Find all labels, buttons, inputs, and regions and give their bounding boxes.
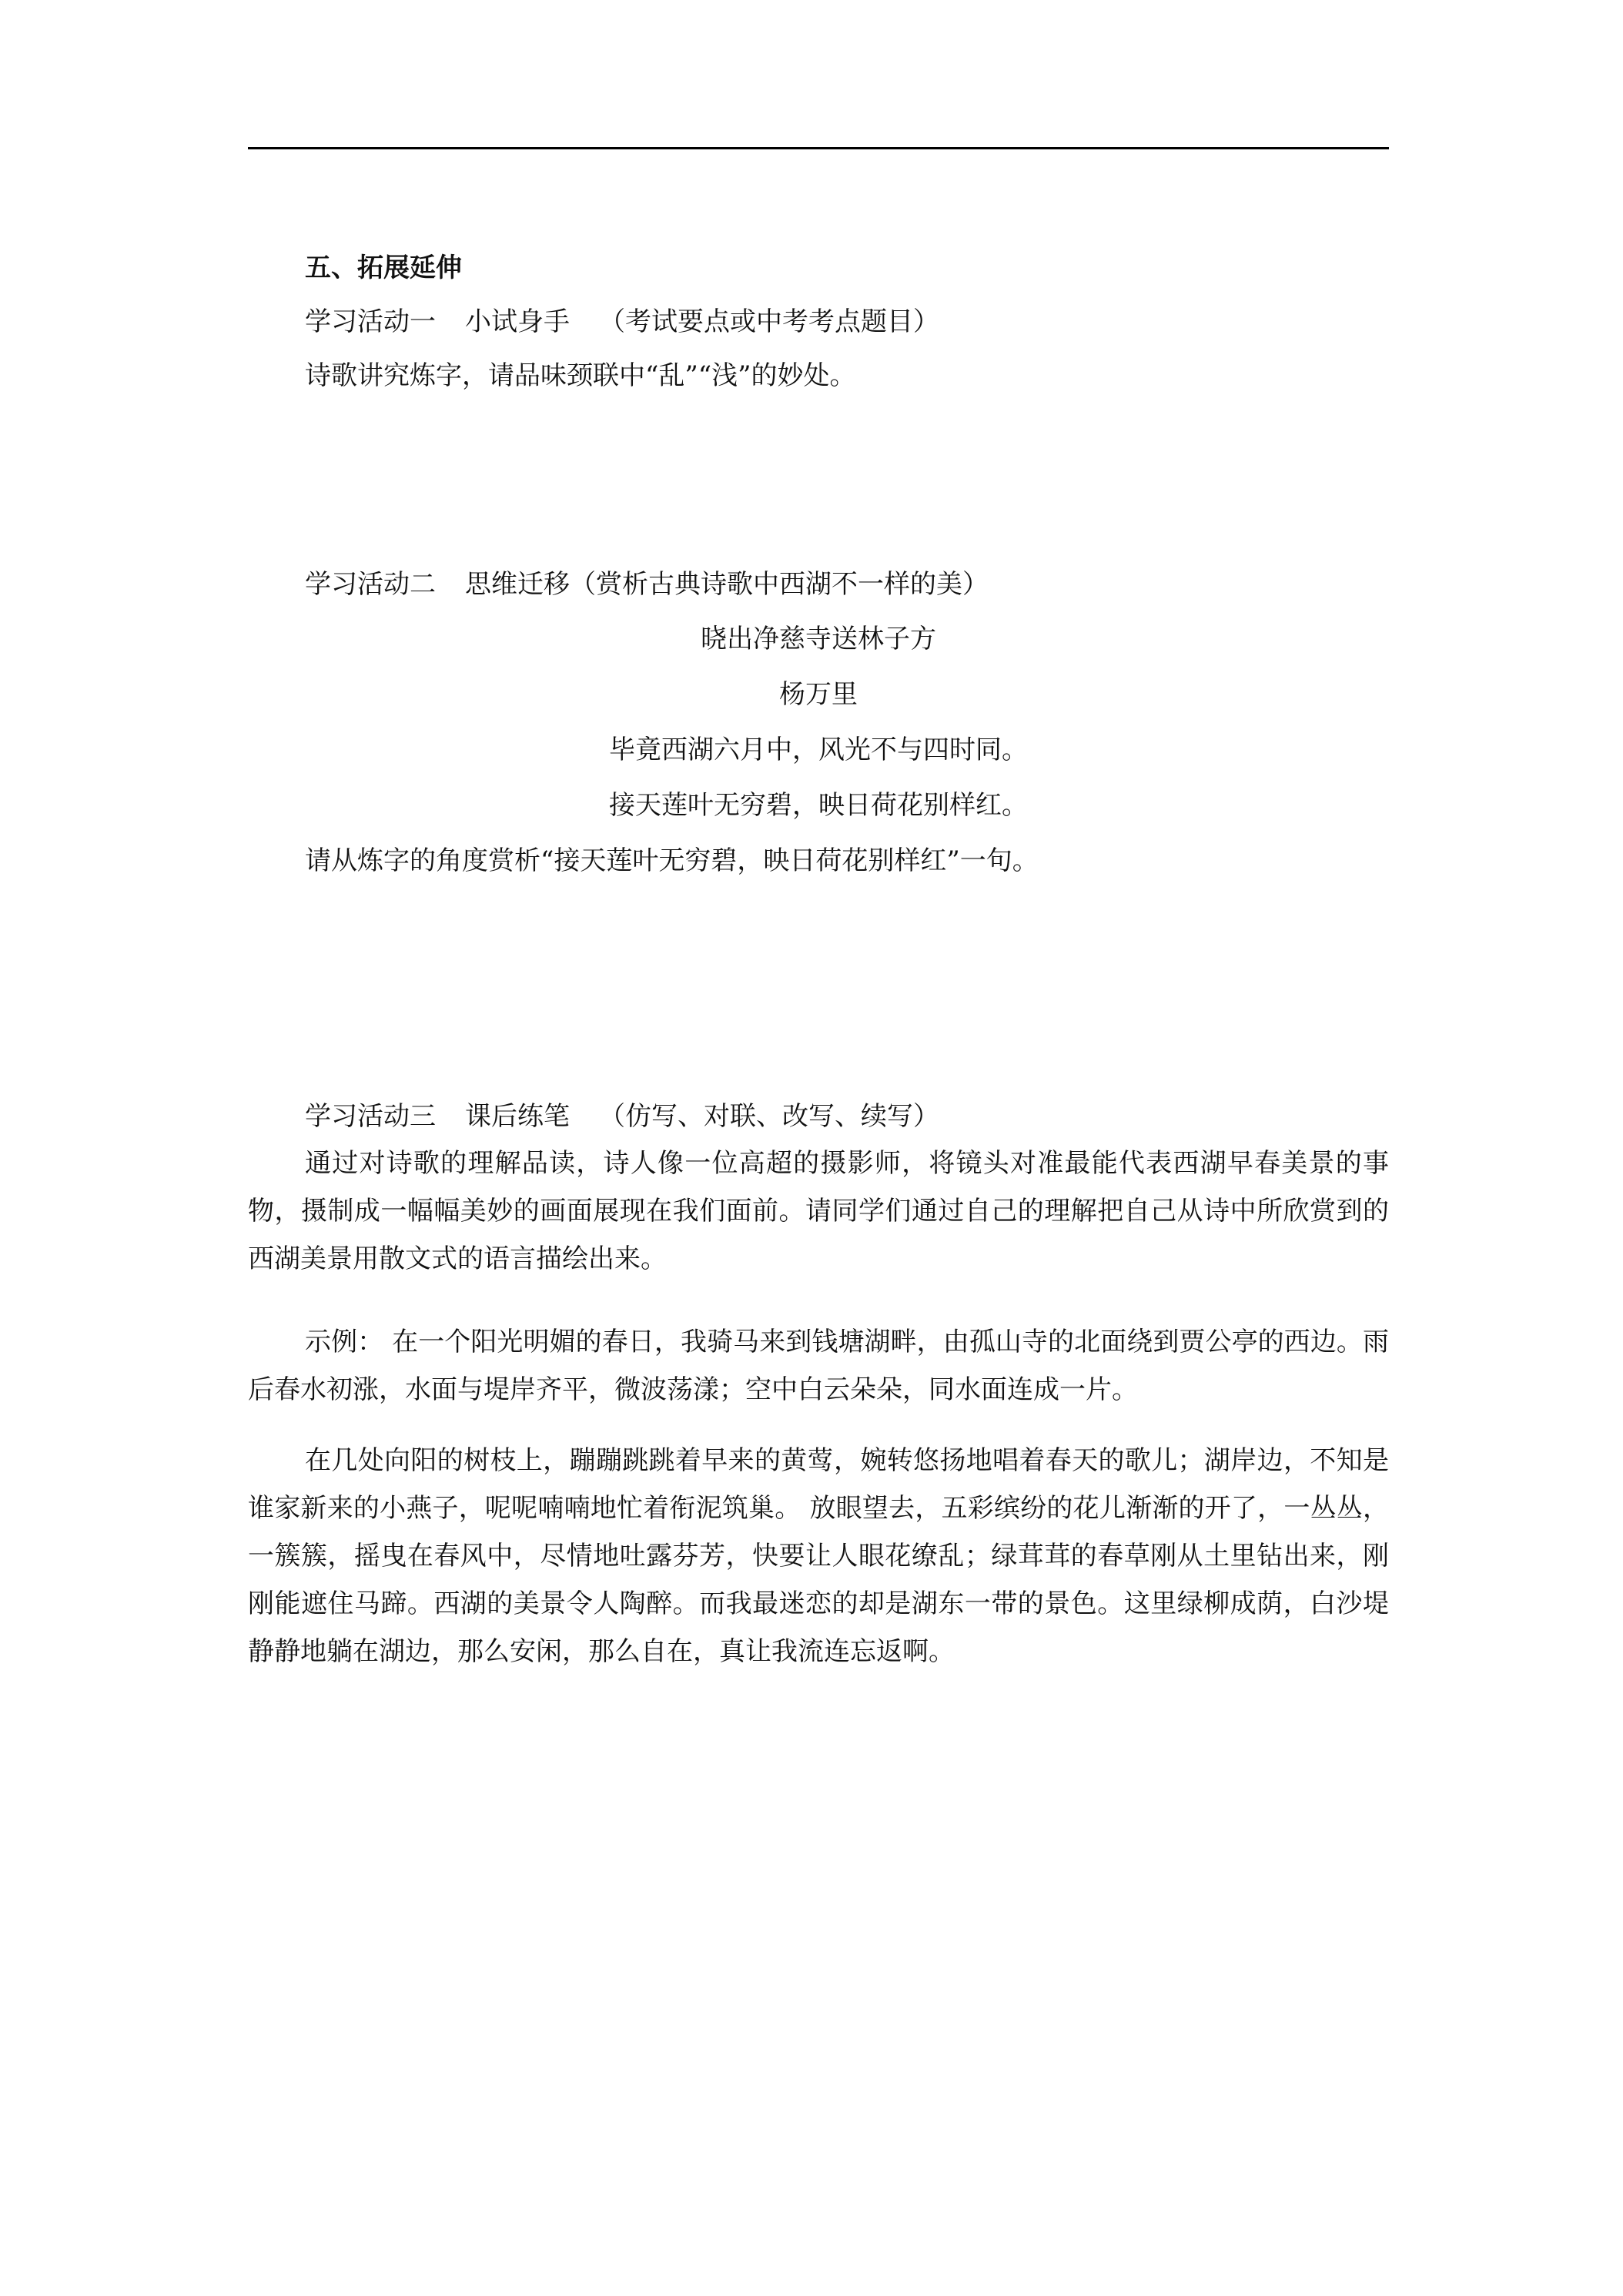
activity1-title: 学习活动一: [305, 306, 436, 337]
poem-line: 毕竟西湖六月中，风光不与四时同。: [609, 735, 1028, 765]
activity3-note: （仿写、对联、改写、续写）: [599, 1101, 939, 1132]
activity2-subtitle: 思维迁移（赏析古典诗歌中西湖不一样的美）: [465, 569, 989, 600]
poem-line: 接天莲叶无穷碧，映日荷花别样红。: [609, 790, 1028, 821]
poem-author: 杨万里: [779, 679, 858, 710]
activity2-question: 请从炼字的角度赏析“接天莲叶无穷碧，映日荷花别样红”一句。: [305, 845, 1039, 876]
activity2-heading: [305, 567, 989, 601]
activity2-title: 学习活动二: [305, 569, 436, 600]
header-rule: [248, 147, 1389, 149]
example-paragraph: 示例： 在一个阳光明媚的春日，我骑马来到钱塘湖畔，由孤山寺的北面绕到贾公亭的西边。雨后春水初涨，水面与堤岸齐平，微波荡漾；空中白云朵朵，同水面连成一片。: [248, 1327, 1389, 1405]
activity3-heading: [305, 1099, 939, 1133]
activity1-subtitle: 小试身手: [465, 306, 570, 337]
activity1-question: 诗歌讲究炼字，请品味颈联中“乱”“浅”的妙处。: [305, 360, 856, 391]
poem-title: 晓出净慈寺送林子方: [701, 624, 936, 654]
example-paragraph: 在几处向阳的树枝上，蹦蹦跳跳着早来的黄莺，婉转悠扬地唱着春天的歌儿；湖岸边，不知是谁家新来的小燕子，呢呢喃喃地忙着衔泥筑巢。 放眼望去，五彩缤纷的花儿渐渐的开了，一丛丛，一簇簇，摇曳在春风中，尽情地吐露芬芳，快要让人眼花缭乱；绿茸茸的春草刚从土里钻出来，刚刚能遮住马蹄。西湖的美景令人陶醉。而我最迷恋的却是湖东一带的景色。这里绿柳成荫，白沙堤静静地躺在湖边，那么安闲，那么自在，真让我流连忘返啊。: [248, 1445, 1389, 1667]
activity1-heading: [305, 305, 939, 339]
section-heading: 五、拓展延伸: [305, 253, 462, 283]
activity3-instruction: 通过对诗歌的理解品读，诗人像一位高超的摄影师，将镜头对准最能代表西湖早春美景的事物，摄制成一幅幅美妙的画面展现在我们面前。请同学们通过自己的理解把自己从诗中所欣赏到的西湖美景用散文式的语言描绘出来。: [248, 1148, 1389, 1274]
activity1-note: （考试要点或中考考点题目）: [599, 306, 939, 337]
activity3-subtitle: 课后练笔: [465, 1101, 570, 1132]
activity3-title: 学习活动三: [305, 1101, 436, 1132]
